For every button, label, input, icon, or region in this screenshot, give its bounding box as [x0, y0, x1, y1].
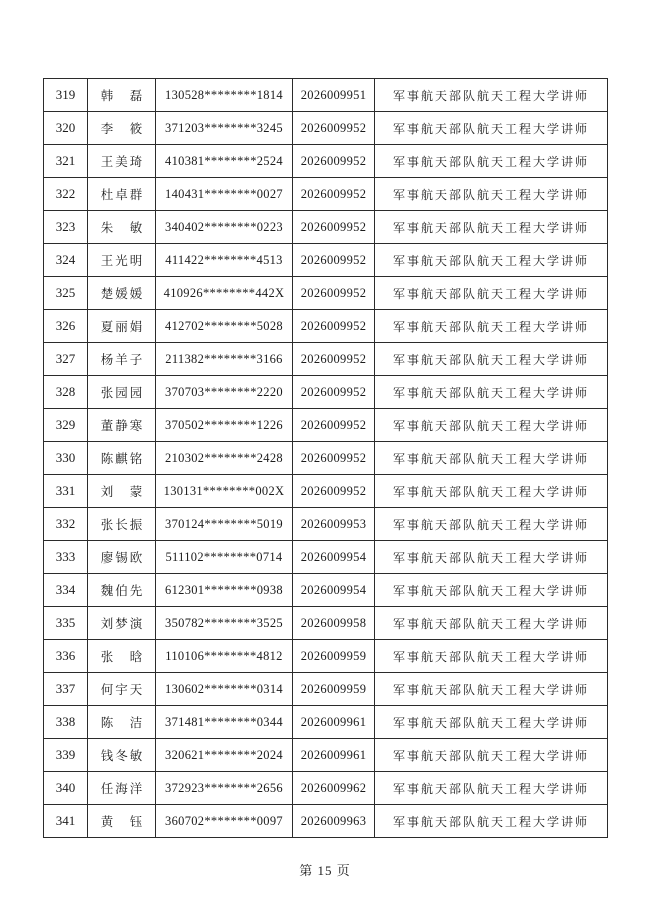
id-cell: 612301********0938 [156, 574, 293, 607]
position-cell: 军事航天部队航天工程大学讲师 [375, 706, 608, 739]
id-cell: 110106********4812 [156, 640, 293, 673]
position-cell: 军事航天部队航天工程大学讲师 [375, 244, 608, 277]
seq-cell: 328 [44, 376, 88, 409]
seq-cell: 337 [44, 673, 88, 706]
seq-cell: 323 [44, 211, 88, 244]
seq-cell: 320 [44, 112, 88, 145]
seq-cell: 332 [44, 508, 88, 541]
id-cell: 130131********002X [156, 475, 293, 508]
id-cell: 511102********0714 [156, 541, 293, 574]
seq-cell: 338 [44, 706, 88, 739]
position-cell: 军事航天部队航天工程大学讲师 [375, 739, 608, 772]
name-text: 陈麒铭 [100, 452, 145, 466]
id-cell: 211382********3166 [156, 343, 293, 376]
position-cell: 军事航天部队航天工程大学讲师 [375, 79, 608, 112]
table-row [44, 673, 608, 706]
seq-cell: 322 [44, 178, 88, 211]
name-text: 何宇天 [100, 683, 145, 697]
name-cell [88, 211, 156, 244]
seq-cell: 333 [44, 541, 88, 574]
table-row [44, 277, 608, 310]
name-text: 王美琦 [100, 155, 145, 169]
position-cell: 军事航天部队航天工程大学讲师 [375, 211, 608, 244]
name-cell [88, 475, 156, 508]
name-text: 杜卓群 [100, 188, 145, 202]
code-cell: 2026009952 [293, 244, 375, 277]
name-text: 楚媛媛 [100, 287, 145, 301]
code-cell: 2026009952 [293, 409, 375, 442]
roster-body [44, 79, 608, 838]
code-cell: 2026009952 [293, 310, 375, 343]
position-cell: 军事航天部队航天工程大学讲师 [375, 343, 608, 376]
code-cell: 2026009952 [293, 442, 375, 475]
id-cell: 411422********4513 [156, 244, 293, 277]
name-text: 廖锡欧 [100, 551, 145, 565]
position-cell: 军事航天部队航天工程大学讲师 [375, 805, 608, 838]
table-row [44, 508, 608, 541]
code-cell: 2026009961 [293, 706, 375, 739]
name-cell [88, 277, 156, 310]
table-row [44, 79, 608, 112]
name-text: 魏伯先 [100, 584, 145, 598]
position-cell: 军事航天部队航天工程大学讲师 [375, 409, 608, 442]
code-cell: 2026009952 [293, 145, 375, 178]
id-cell: 410926********442X [156, 277, 293, 310]
seq-cell: 335 [44, 607, 88, 640]
code-cell: 2026009951 [293, 79, 375, 112]
seq-cell: 336 [44, 640, 88, 673]
name-text: 王光明 [100, 254, 145, 268]
seq-cell: 331 [44, 475, 88, 508]
id-cell: 371203********3245 [156, 112, 293, 145]
table-row [44, 310, 608, 343]
name-text: 韩 磊 [100, 89, 145, 103]
seq-cell: 339 [44, 739, 88, 772]
id-cell: 130602********0314 [156, 673, 293, 706]
code-cell: 2026009962 [293, 772, 375, 805]
position-cell: 军事航天部队航天工程大学讲师 [375, 442, 608, 475]
seq-cell: 324 [44, 244, 88, 277]
table-row [44, 640, 608, 673]
position-cell: 军事航天部队航天工程大学讲师 [375, 607, 608, 640]
seq-cell: 327 [44, 343, 88, 376]
code-cell: 2026009954 [293, 541, 375, 574]
name-cell [88, 574, 156, 607]
name-text: 张长振 [100, 518, 145, 532]
code-cell: 2026009952 [293, 178, 375, 211]
name-cell [88, 178, 156, 211]
table-row [44, 805, 608, 838]
name-cell [88, 772, 156, 805]
table-row [44, 112, 608, 145]
code-cell: 2026009952 [293, 475, 375, 508]
seq-cell: 334 [44, 574, 88, 607]
name-cell [88, 805, 156, 838]
id-cell: 130528********1814 [156, 79, 293, 112]
name-text: 任海洋 [100, 782, 145, 796]
id-cell: 370124********5019 [156, 508, 293, 541]
table-row [44, 178, 608, 211]
position-cell: 军事航天部队航天工程大学讲师 [375, 376, 608, 409]
code-cell: 2026009952 [293, 376, 375, 409]
name-cell [88, 376, 156, 409]
name-cell [88, 112, 156, 145]
name-cell [88, 310, 156, 343]
roster-table [43, 78, 608, 838]
position-cell: 军事航天部队航天工程大学讲师 [375, 178, 608, 211]
table-row [44, 244, 608, 277]
position-cell: 军事航天部队航天工程大学讲师 [375, 640, 608, 673]
name-text: 董静寒 [100, 419, 145, 433]
table-row [44, 475, 608, 508]
id-cell: 210302********2428 [156, 442, 293, 475]
position-cell: 军事航天部队航天工程大学讲师 [375, 673, 608, 706]
name-text: 李 筱 [100, 122, 145, 136]
seq-cell: 319 [44, 79, 88, 112]
code-cell: 2026009952 [293, 343, 375, 376]
name-cell [88, 739, 156, 772]
table-row [44, 442, 608, 475]
table-row [44, 574, 608, 607]
name-text: 朱 敏 [100, 221, 145, 235]
name-cell [88, 343, 156, 376]
id-cell: 360702********0097 [156, 805, 293, 838]
name-text: 钱冬敏 [100, 749, 145, 763]
id-cell: 320621********2024 [156, 739, 293, 772]
id-cell: 372923********2656 [156, 772, 293, 805]
id-cell: 370502********1226 [156, 409, 293, 442]
table-row [44, 409, 608, 442]
id-cell: 340402********0223 [156, 211, 293, 244]
position-cell: 军事航天部队航天工程大学讲师 [375, 475, 608, 508]
code-cell: 2026009952 [293, 277, 375, 310]
code-cell: 2026009952 [293, 112, 375, 145]
table-row [44, 376, 608, 409]
name-cell [88, 79, 156, 112]
name-cell [88, 640, 156, 673]
code-cell: 2026009959 [293, 673, 375, 706]
position-cell: 军事航天部队航天工程大学讲师 [375, 277, 608, 310]
table-row [44, 607, 608, 640]
name-text: 夏丽娟 [100, 320, 145, 334]
name-cell [88, 706, 156, 739]
code-cell: 2026009961 [293, 739, 375, 772]
seq-cell: 329 [44, 409, 88, 442]
seq-cell: 341 [44, 805, 88, 838]
id-cell: 350782********3525 [156, 607, 293, 640]
name-text: 黄 钰 [100, 815, 145, 829]
name-cell [88, 145, 156, 178]
position-cell: 军事航天部队航天工程大学讲师 [375, 145, 608, 178]
table-row [44, 541, 608, 574]
name-cell [88, 541, 156, 574]
name-cell [88, 607, 156, 640]
table-row [44, 343, 608, 376]
name-cell [88, 442, 156, 475]
seq-cell: 330 [44, 442, 88, 475]
name-cell [88, 409, 156, 442]
table-row [44, 211, 608, 244]
table-row [44, 772, 608, 805]
table-row [44, 145, 608, 178]
code-cell: 2026009952 [293, 211, 375, 244]
seq-cell: 325 [44, 277, 88, 310]
position-cell: 军事航天部队航天工程大学讲师 [375, 310, 608, 343]
position-cell: 军事航天部队航天工程大学讲师 [375, 574, 608, 607]
name-cell [88, 673, 156, 706]
name-text: 杨羊子 [100, 353, 145, 367]
table-row [44, 739, 608, 772]
name-text: 张园园 [100, 386, 145, 400]
code-cell: 2026009958 [293, 607, 375, 640]
code-cell: 2026009959 [293, 640, 375, 673]
position-cell: 军事航天部队航天工程大学讲师 [375, 508, 608, 541]
name-text: 刘梦演 [100, 617, 145, 631]
name-cell [88, 508, 156, 541]
id-cell: 370703********2220 [156, 376, 293, 409]
seq-cell: 321 [44, 145, 88, 178]
name-text: 陈 洁 [100, 716, 145, 730]
name-text: 张 晗 [100, 650, 145, 664]
page-number: 第 15 页 [299, 863, 351, 878]
seq-cell: 340 [44, 772, 88, 805]
id-cell: 412702********5028 [156, 310, 293, 343]
name-text: 刘 蒙 [100, 485, 145, 499]
position-cell: 军事航天部队航天工程大学讲师 [375, 541, 608, 574]
code-cell: 2026009963 [293, 805, 375, 838]
position-cell: 军事航天部队航天工程大学讲师 [375, 112, 608, 145]
code-cell: 2026009953 [293, 508, 375, 541]
code-cell: 2026009954 [293, 574, 375, 607]
position-cell: 军事航天部队航天工程大学讲师 [375, 772, 608, 805]
id-cell: 410381********2524 [156, 145, 293, 178]
name-cell [88, 244, 156, 277]
id-cell: 140431********0027 [156, 178, 293, 211]
seq-cell: 326 [44, 310, 88, 343]
id-cell: 371481********0344 [156, 706, 293, 739]
table-row [44, 706, 608, 739]
